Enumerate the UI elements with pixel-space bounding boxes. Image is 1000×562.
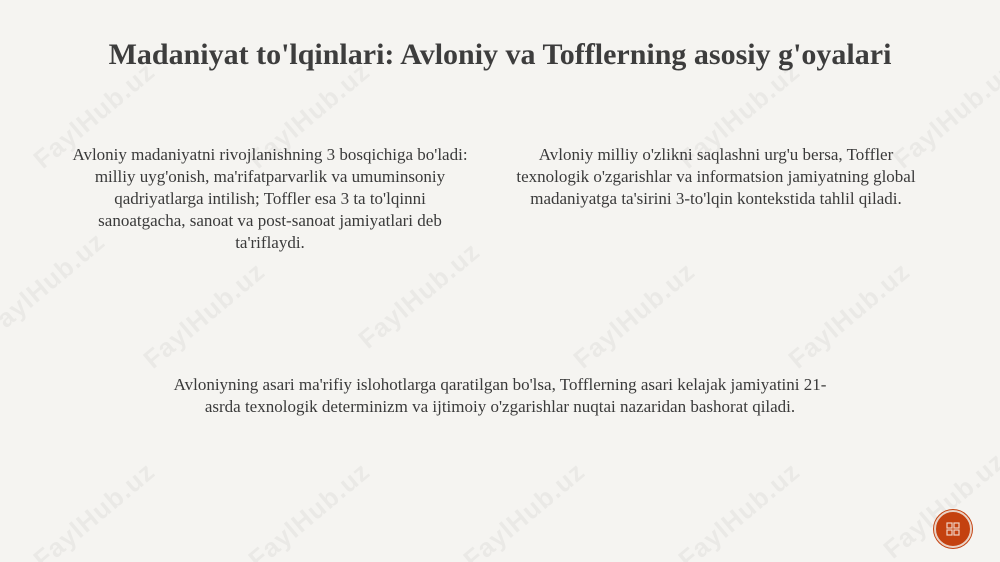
watermark [27, 456, 161, 562]
left-text-block: Avloniy madaniyatni rivojlanishning 3 bosqichiga bo'ladi: milliy uyg'onish, ma'rifatparvarlik va umuminsoniy qadriyatlarga intilish; Toffler esa 3 ta to'lqinni sanoatgacha, sanoat va post-sanoat jamiyatlari deb ta'riflaydi. [72, 145, 468, 252]
watermark [782, 256, 916, 375]
watermark [877, 446, 1000, 562]
watermark [242, 456, 376, 562]
slide-nav-button[interactable] [934, 510, 972, 548]
watermark [672, 456, 806, 562]
watermark [457, 456, 591, 562]
slide-title: Madaniyat to'lqinlari: Avloniy va Tofflerning asosiy g'oyalari [108, 38, 892, 71]
bottom-text-block: Avloniyning asari ma'rifiy islohotlarga qaratilgan bo'lsa, Tofflerning asari kelajak jamiyatini 21-asrda texnologik determinizm va ijtimoiy o'zgarishlar nuqtai nazaridan bashorat qiladi. [173, 375, 827, 416]
right-text-block: Avloniy milliy o'zlikni saqlashni urg'u bersa, Toffler texnologik o'zgarishlar va informatsion jamiyatning global madaniyatga ta'sirini 3-to'lqin kontekstida tahlil qiladi. [516, 145, 916, 208]
slide-nav-icon [944, 520, 962, 538]
watermark [567, 256, 701, 375]
watermark [137, 256, 271, 375]
